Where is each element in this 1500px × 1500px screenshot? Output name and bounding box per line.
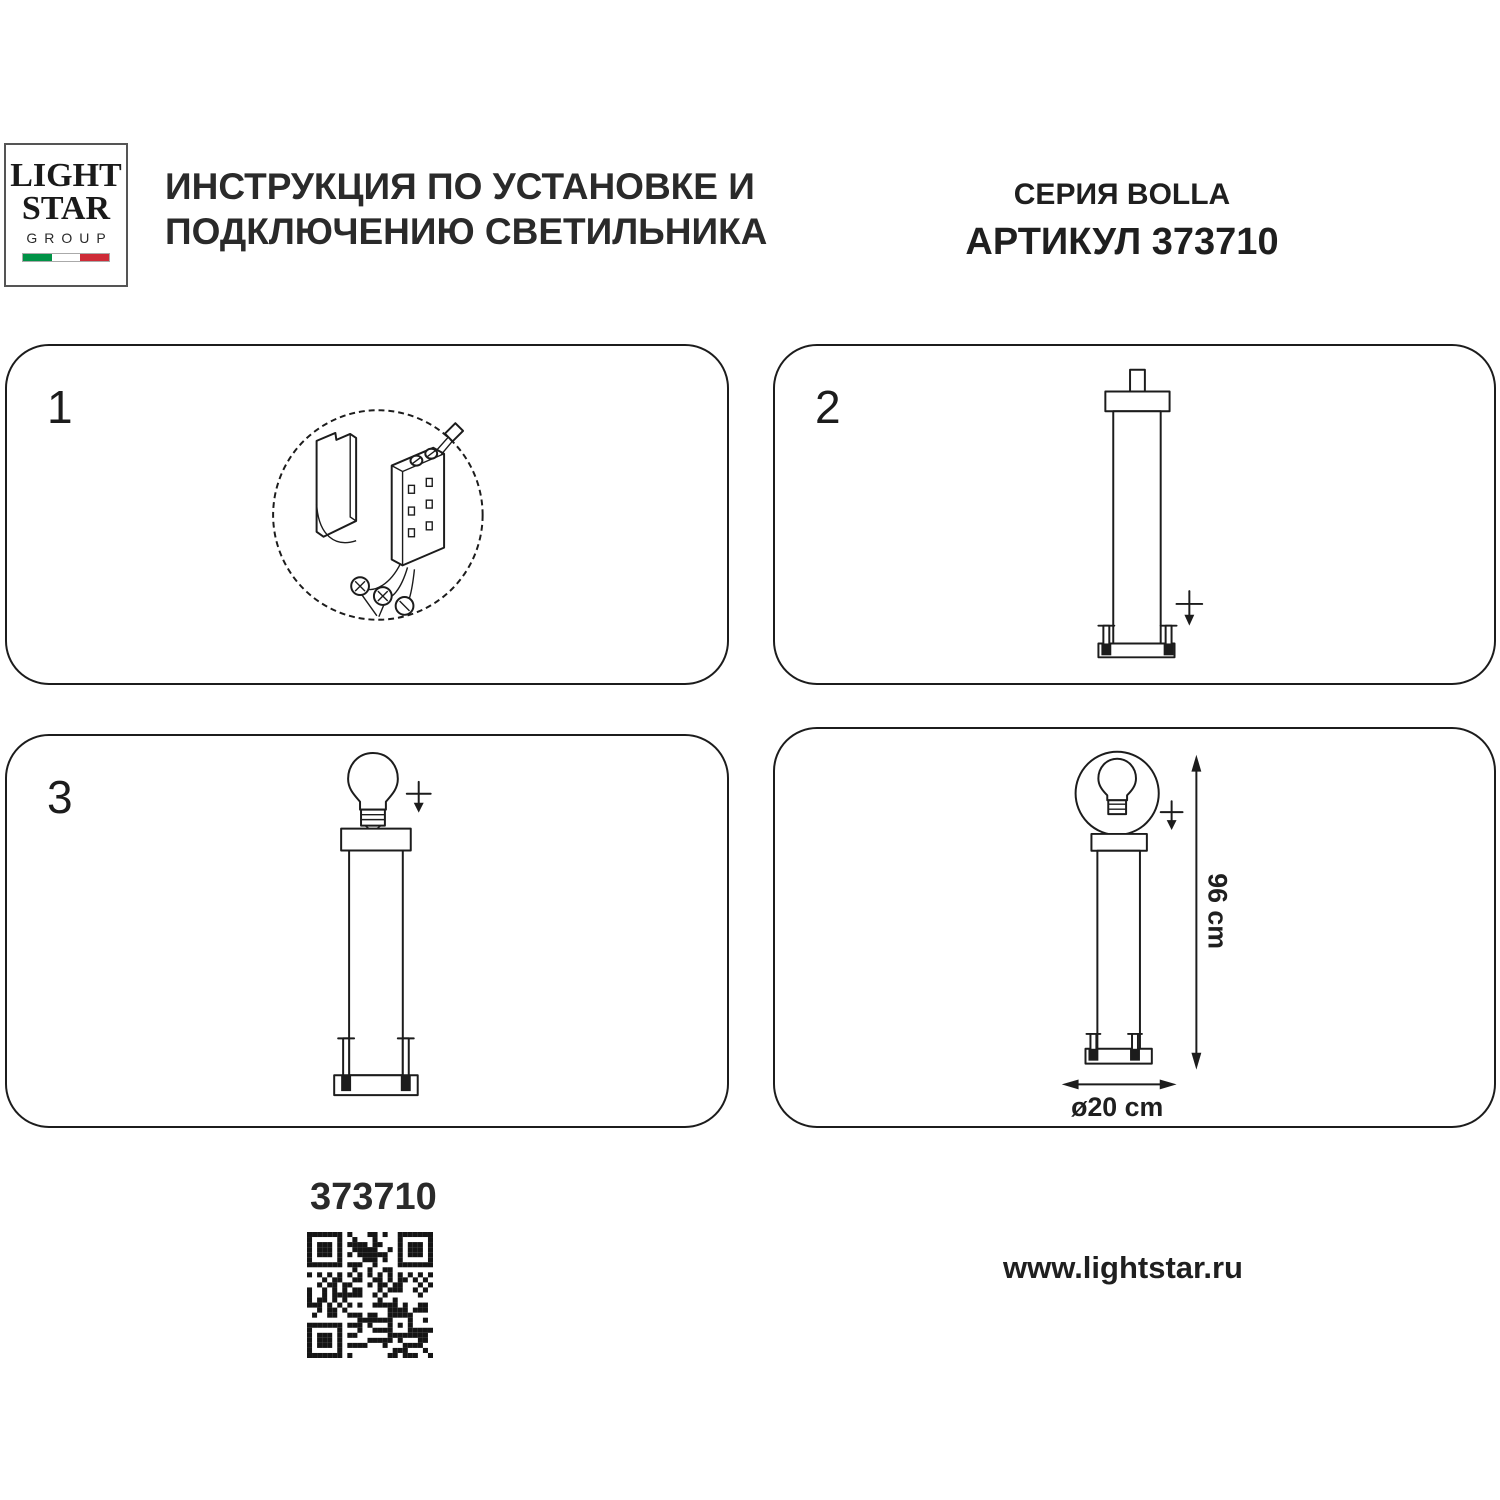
step-panel-2 bbox=[773, 344, 1496, 685]
lamp-cap bbox=[341, 829, 411, 851]
bulb-installation-illustration bbox=[7, 736, 727, 1126]
assembled-lamp-dimensions-illustration bbox=[775, 729, 1494, 1126]
phillips-screw-icon bbox=[1161, 801, 1183, 830]
series-label: СЕРИЯ BOLLA bbox=[1013, 178, 1231, 211]
flag-red-stripe bbox=[80, 254, 109, 261]
phillips-screw-icon bbox=[1177, 591, 1203, 626]
logo-word-star: STAR bbox=[21, 190, 111, 227]
page-title bbox=[165, 164, 767, 254]
logo-word-light: LIGHT bbox=[10, 157, 122, 194]
lamp-socket-stub bbox=[1130, 370, 1145, 394]
pole-assembly-illustration bbox=[775, 346, 1494, 683]
phillips-screw-icon bbox=[407, 782, 431, 813]
diameter-dimension-label: ø20 cm bbox=[1071, 1092, 1164, 1123]
diameter-dimension bbox=[1062, 1079, 1177, 1122]
lightstar-logo bbox=[4, 143, 128, 287]
light-bulb bbox=[348, 753, 398, 832]
step-number: 2 bbox=[815, 381, 841, 433]
height-dimension-label: 96 cm bbox=[1202, 873, 1233, 950]
article-label: АРТИКУЛ 373710 bbox=[965, 221, 1279, 263]
product-header bbox=[922, 178, 1322, 264]
flag-green-stripe bbox=[23, 254, 52, 261]
article-number: 373710 bbox=[310, 1176, 437, 1218]
italian-flag-icon bbox=[22, 253, 110, 262]
flag-white-stripe bbox=[52, 254, 81, 261]
step-panel-4 bbox=[773, 727, 1496, 1128]
wiring-connection-illustration bbox=[7, 346, 727, 683]
lamp-column bbox=[1113, 411, 1160, 645]
step-number: 1 bbox=[47, 381, 73, 433]
website-url: www.lightstar.ru bbox=[1003, 1250, 1243, 1285]
lamp-cap bbox=[1091, 834, 1146, 851]
lamp-column bbox=[1097, 851, 1140, 1051]
lamp-cap bbox=[1105, 391, 1169, 411]
page-title-line2: ПОДКЛЮЧЕНИЮ СВЕТИЛЬНИКА bbox=[165, 211, 768, 252]
step-number: 3 bbox=[47, 771, 73, 823]
step-panel-3 bbox=[5, 734, 729, 1128]
lamp-column bbox=[349, 850, 403, 1075]
qr-code bbox=[307, 1232, 433, 1358]
height-dimension bbox=[1191, 755, 1232, 1070]
step-panel-1 bbox=[5, 344, 729, 685]
page-title-line1: ИНСТРУКЦИЯ ПО УСТАНОВКЕ И bbox=[165, 166, 755, 207]
logo-word-group: GROUP bbox=[26, 230, 113, 246]
